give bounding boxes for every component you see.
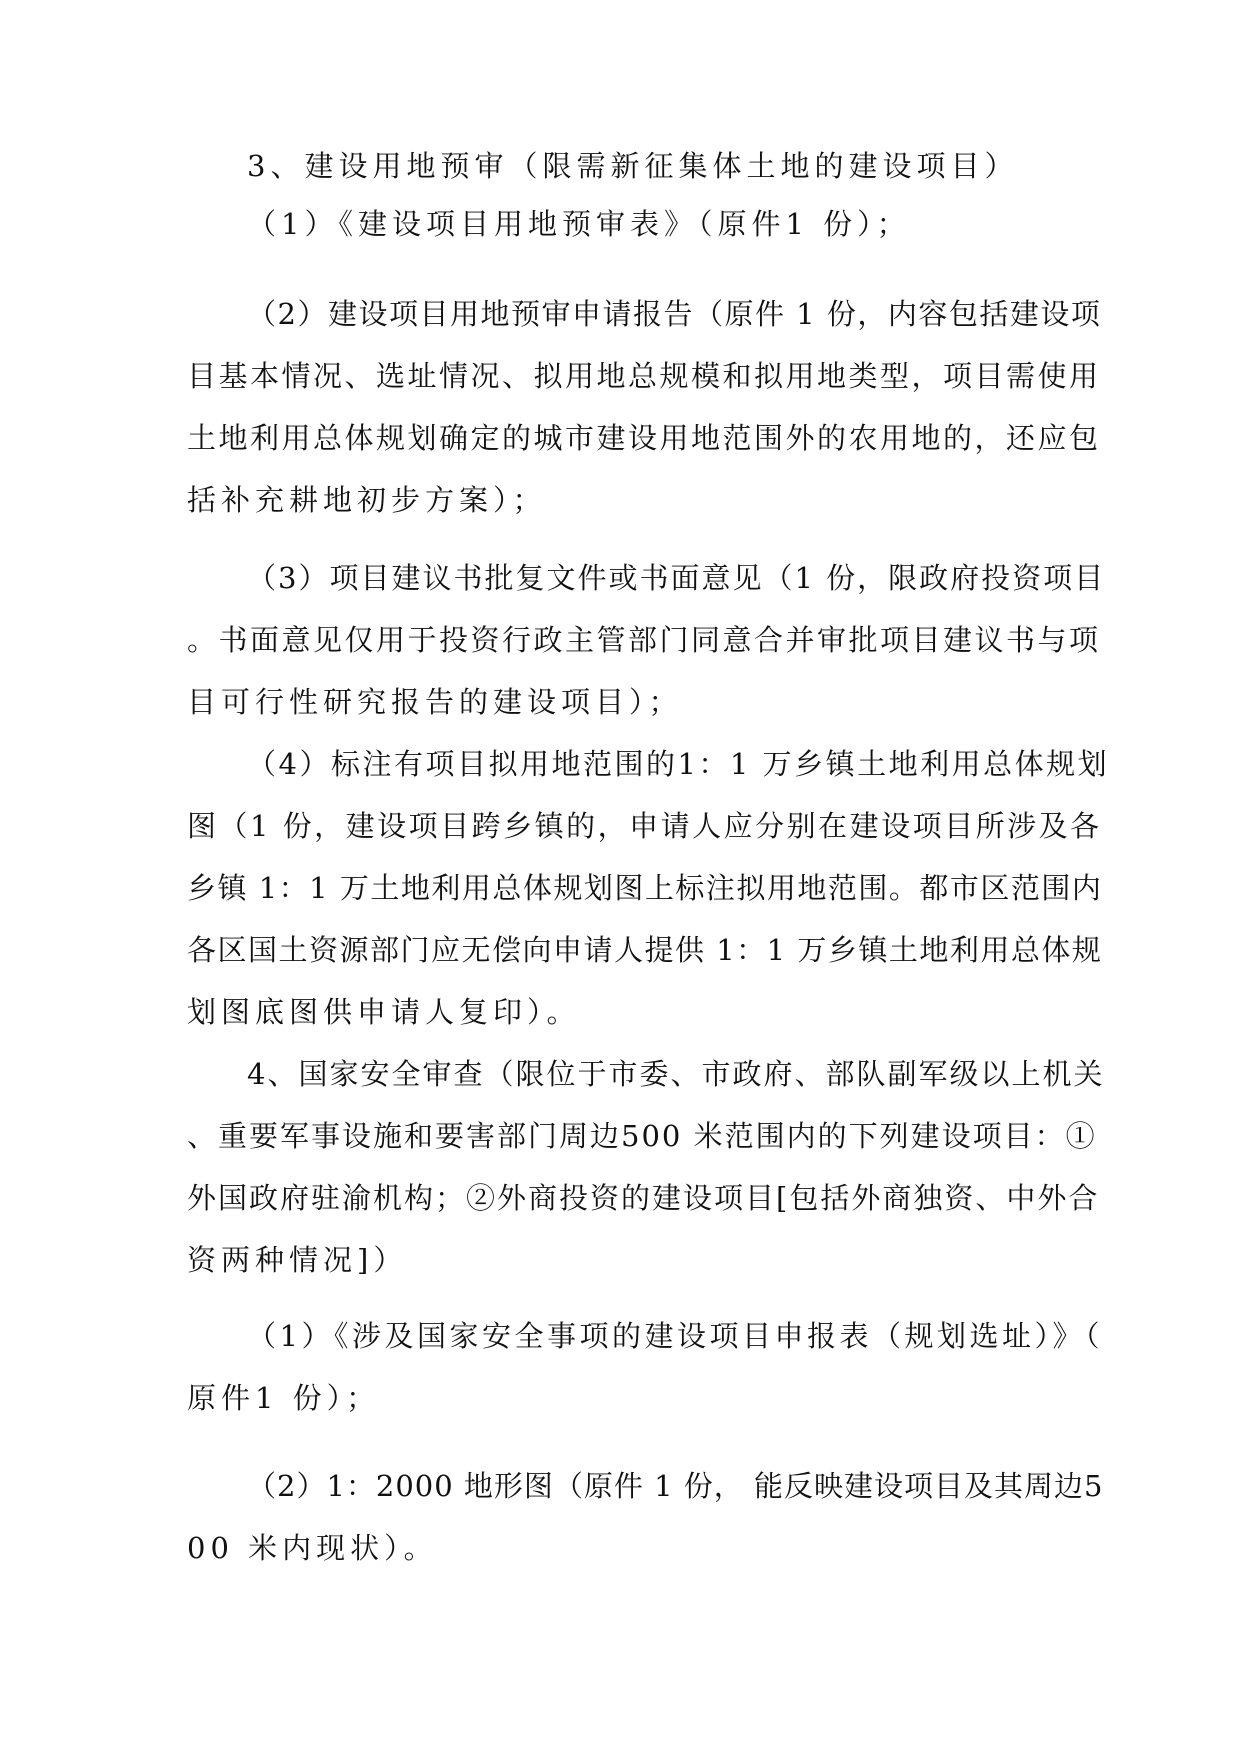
paragraph-line: 目基本情况、选址情况、拟用地总规模和拟用地类型，项目需使用 [187,359,1101,393]
list-item-3-4: （4）标注有项目拟用地范围的1：1 万乡镇土地利用总体规划 [247,747,1110,781]
list-item-3-2: （2）建设项目用地预审申请报告（原件 1 份，内容包括建设项 [247,297,1102,331]
paragraph-line: 。书面意见仅用于投资行政主管部门同意合并审批项目建议书与项 [187,623,1101,657]
list-item-3-1: （1）《建设项目用地预审表》（原件1 份）； [247,207,911,241]
paragraph-line: 外国政府驻渝机构；②外商投资的建设项目[包括外商独资、中外合 [187,1181,1100,1215]
paragraph-line: 00 米内现状）。 [187,1531,438,1565]
section-heading-3: 3、建设用地预审（限需新征集体土地的建设项目） [247,149,1019,183]
section-heading-4: 4、国家安全审查（限位于市委、市政府、部队副军级以上机关 [247,1057,1105,1091]
list-item-3-3: （3）项目建议书批复文件或书面意见（1 份，限政府投资项目 [247,561,1106,595]
paragraph-line: 图（1 份，建设项目跨乡镇的，申请人应分别在建设项目所涉及各 [187,809,1102,843]
paragraph-line: 括补充耕地初步方案）； [187,483,547,517]
paragraph-line: 资两种情况]） [187,1243,408,1277]
list-item-4-2: （2）1：2000 地形图（原件 1 份， 能反映建设项目及其周边5 [247,1469,1104,1503]
paragraph-line: 乡镇 1：1 万土地利用总体规划图上标注拟用地范围。都市区范围内 [187,871,1103,905]
paragraph-line: 各区国土资源部门应无偿向申请人提供 1：1 万乡镇土地利用总体规 [187,933,1103,967]
paragraph-line: 土地利用总体规划确定的城市建设用地范围外的农用地的，还应包 [187,421,1101,455]
paragraph-line: 划图底图供申请人复印）。 [187,995,581,1029]
paragraph-line: 原件1 份）； [187,1381,381,1415]
list-item-4-1: （1）《涉及国家安全事项的建设项目申报表（规划选址）》（ [247,1319,1103,1353]
paragraph-line: 、重要军事设施和要害部门周边500 米范围内的下列建设项目：① [187,1119,1097,1153]
paragraph-line: 目可行性研究报告的建设项目）； [187,685,683,719]
